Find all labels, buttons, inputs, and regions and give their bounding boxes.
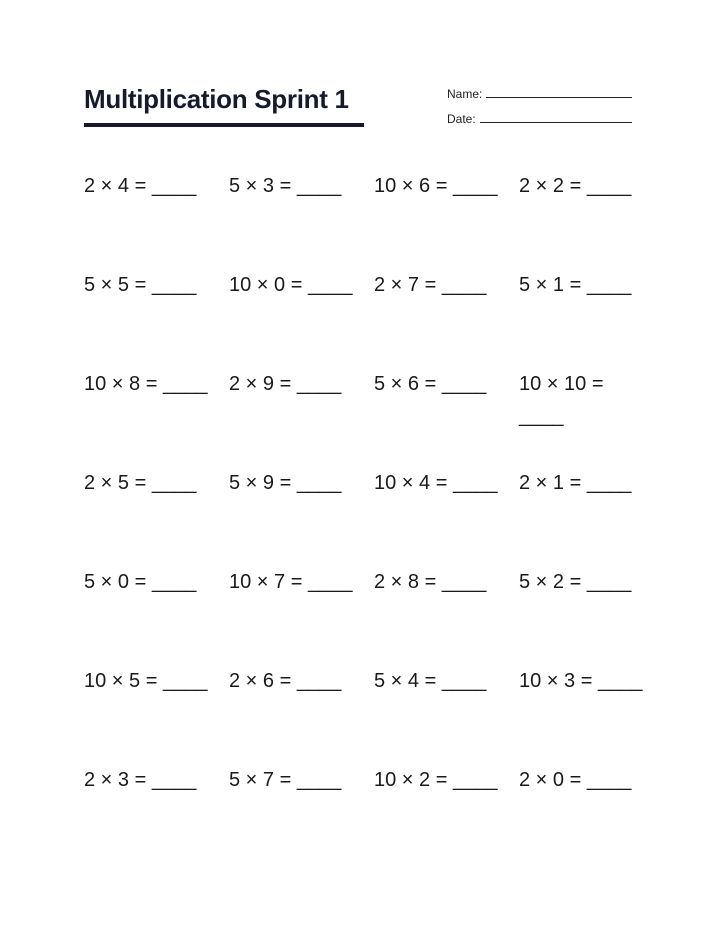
problem-item[interactable]: 2 × 2 = ____	[519, 175, 632, 197]
problem-item[interactable]: 2 × 9 = ____	[229, 373, 342, 395]
problem-item[interactable]: 5 × 6 = ____	[374, 373, 487, 395]
problem-grid	[84, 170, 664, 863]
problem-item[interactable]: 2 × 4 = ____	[84, 175, 197, 197]
problem-item[interactable]: 2 × 3 = ____	[84, 769, 197, 791]
problem-item[interactable]: 2 × 8 = ____	[374, 571, 487, 593]
problem-item[interactable]: 2 × 5 = ____	[84, 472, 197, 494]
problem-item[interactable]: 5 × 4 = ____	[374, 670, 487, 692]
problem-item[interactable]: 10 × 8 = ____	[84, 373, 208, 395]
problem-item[interactable]: 10 × 5 = ____	[84, 670, 208, 692]
name-blank-line[interactable]	[486, 86, 632, 98]
problem-item[interactable]: 5 × 9 = ____	[229, 472, 342, 494]
problem-item[interactable]: 5 × 3 = ____	[229, 175, 342, 197]
name-label: Name:	[447, 87, 483, 101]
problem-item[interactable]: 2 × 7 = ____	[374, 274, 487, 296]
problem-item[interactable]: 2 × 6 = ____	[229, 670, 342, 692]
date-label: Date:	[447, 112, 476, 126]
problem-item[interactable]: 5 × 7 = ____	[229, 769, 342, 791]
problem-item[interactable]: 5 × 2 = ____	[519, 571, 632, 593]
worksheet-title: Multiplication Sprint 1	[84, 84, 349, 114]
date-field[interactable]	[447, 111, 632, 126]
title-underline	[84, 123, 364, 127]
problem-item[interactable]: 10 × 6 = ____	[374, 175, 498, 197]
problem-item[interactable]: 10 × 3 = ____	[519, 670, 643, 692]
problem-item[interactable]: 2 × 1 = ____	[519, 472, 632, 494]
problem-item[interactable]: 5 × 0 = ____	[84, 571, 197, 593]
problem-item[interactable]: 2 × 0 = ____	[519, 769, 632, 791]
problem-item[interactable]: 10 × 0 = ____	[229, 274, 353, 296]
problem-item[interactable]: 10 × 4 = ____	[374, 472, 498, 494]
problem-item[interactable]: 10 × 10 = ____	[519, 373, 604, 427]
date-blank-line[interactable]	[480, 111, 632, 123]
problem-item[interactable]: 10 × 7 = ____	[229, 571, 353, 593]
name-field[interactable]	[447, 86, 632, 101]
problem-item[interactable]: 5 × 5 = ____	[84, 274, 197, 296]
problem-item[interactable]: 5 × 1 = ____	[519, 274, 632, 296]
problem-item[interactable]: 10 × 2 = ____	[374, 769, 498, 791]
